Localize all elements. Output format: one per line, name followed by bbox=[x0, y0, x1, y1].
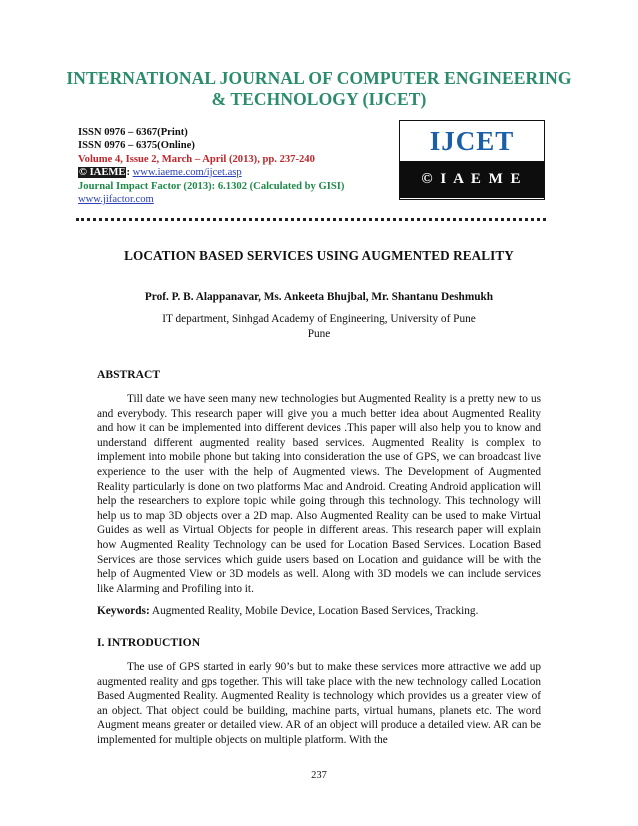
introduction-heading: I. INTRODUCTION bbox=[97, 636, 201, 649]
journal-meta bbox=[78, 126, 344, 206]
impact-factor: Journal Impact Factor (2013): 6.1302 (Calculated by GISI) bbox=[78, 180, 345, 192]
copyright-colon: : bbox=[126, 167, 133, 179]
issn-print: ISSN 0976 – 6367(Print) bbox=[78, 127, 188, 138]
affiliation-line1: IT department, Sinhgad Academy of Engineering, University of Pune bbox=[162, 313, 476, 325]
paper-authors: Prof. P. B. Alappanavar, Ms. Ankeeta Bhujbal, Mr. Shantanu Deshmukh bbox=[144, 291, 494, 303]
keywords-text: Augmented Reality, Mobile Device, Location Based Services, Tracking. bbox=[149, 605, 479, 617]
issn-online: ISSN 0976 – 6375(Online) bbox=[78, 140, 195, 152]
journal-title-line1: INTERNATIONAL JOURNAL OF COMPUTER ENGINEERING bbox=[66, 68, 572, 88]
journal-url-link[interactable]: www.iaeme.com/ijcet.asp bbox=[132, 167, 242, 179]
keywords-label: Keywords: bbox=[97, 605, 150, 617]
page-number: 237 bbox=[311, 770, 327, 781]
introduction-text: The use of GPS started in early 90’s but to make these services more attractive we add up augmented reality and gps together. This will take place with the new technology called Location Based Augmented Reality. Augmented Reality is technology which provides us a greater view of an object. That object could be building, machine parts, virtual humans, planets etc. The word Augment means greater or detailed view. AR of an object will produce a detailed view. AR can be implemented for multiple objects on multiple platform. With the bbox=[97, 661, 541, 746]
volume-info: Volume 4, Issue 2, March – April (2013), pp. 237-240 bbox=[78, 153, 315, 165]
journal-title bbox=[40, 68, 598, 110]
logo-brand-name: IJCET bbox=[429, 126, 515, 156]
journal-logo bbox=[399, 120, 545, 200]
author-affiliation bbox=[60, 312, 578, 341]
jif-url-link[interactable]: www.jifactor.com bbox=[78, 194, 154, 206]
logo-publisher: © I A E M E bbox=[400, 161, 544, 198]
abstract-text: Till date we have seen many new technologies but Augmented Reality is a pretty new to us and everybody. This research paper will give you a much better idea about Augmented Reality and how it can be implemented into different devices .This paper will also help you to know and understand different augmented reality based services. Augmented Reality is complex to implement into mobile phone but taking into consideration the use of GPS, we can broadcast live experience to the user with the help of Augmented views. The Development of Augmented Reality particularly is done on two platforms Mac and Android. Creating Android application will help the researchers to explore topic while going through this technology. This technology will help us to map 3D objects over a 2D map. Also Augmented Reality can be used to make Virtual Guides as well as Virtual Objects for people in different areas. This research paper will explain how Augmented Reality Technology can be used for Location Based Services. Location Based Services are those services which guide users based on Location and guidance will be with the help of Augmented View or 3D models as well. Along with 3D models we can include services like Alarming and Profiling into it. bbox=[97, 393, 541, 595]
paper-title: LOCATION BASED SERVICES USING AUGMENTED REALITY bbox=[124, 248, 514, 263]
journal-title-line2: & TECHNOLOGY (IJCET) bbox=[211, 89, 427, 109]
header-divider bbox=[76, 218, 546, 221]
abstract-heading: ABSTRACT bbox=[97, 368, 161, 381]
keywords bbox=[97, 605, 541, 617]
copyright-badge: © IAEME bbox=[79, 167, 126, 179]
affiliation-line2: Pune bbox=[307, 327, 331, 340]
